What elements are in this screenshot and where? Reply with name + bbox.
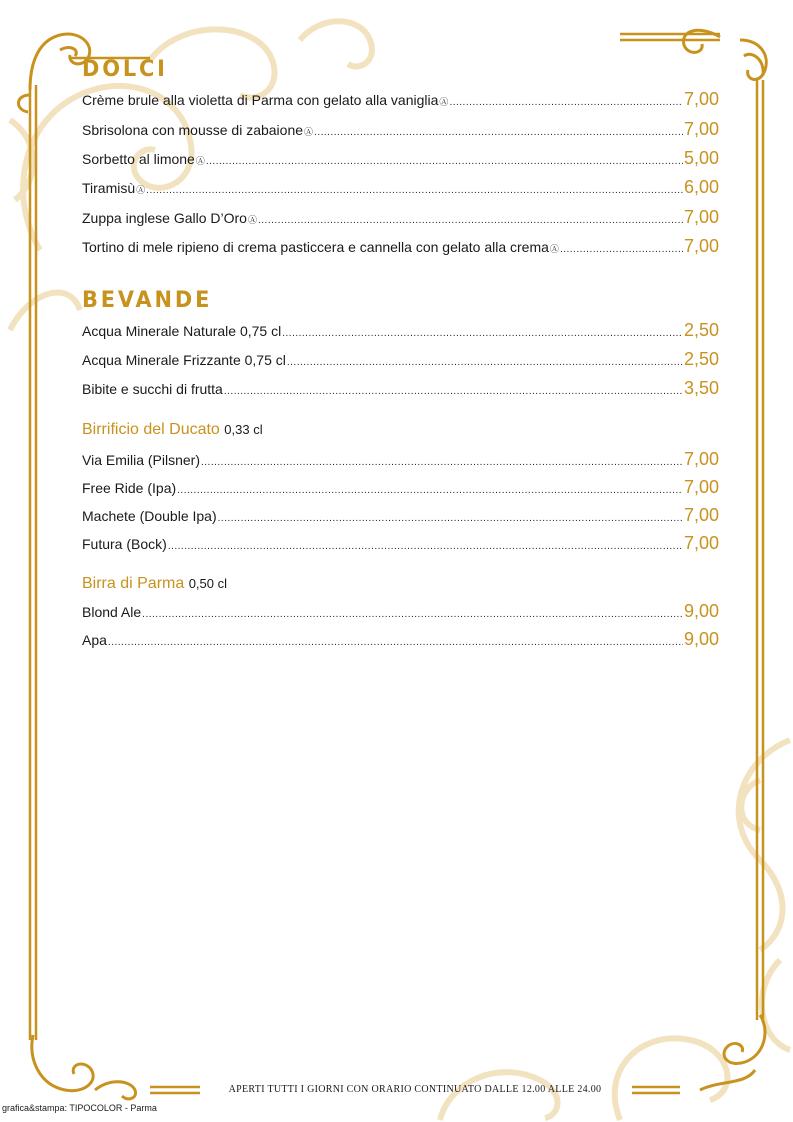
menu-item-price: 5,00 [683, 148, 719, 168]
menu-item-dolci-1 [82, 119, 719, 143]
dot-leader [314, 127, 683, 138]
subsection-name: Birra di Parma [82, 575, 185, 592]
menu-item-dolci-5 [82, 236, 719, 260]
dot-leader [287, 357, 683, 368]
opening-hours: APERTI TUTTI I GIORNI CON ORARIO CONTINUATO DALLE 12.00 ALLE 24.00 [228, 1084, 602, 1095]
menu-item-name: Crème brule alla violetta di Parma con gelato alla vaniglia [82, 92, 439, 108]
menu-item-bevande-2 [82, 378, 719, 402]
menu-item-price: 7,00 [683, 505, 719, 525]
menu-item-price: 7,00 [683, 89, 719, 109]
dot-leader [560, 244, 683, 255]
menu-item-price: 7,00 [683, 207, 719, 227]
menu-item-name: Blond Ale [82, 604, 142, 620]
allergen-a-icon: Ⓐ [439, 97, 449, 107]
menu-item-birrificio-1 [82, 477, 719, 501]
menu-item-name: Via Emilia (Pilsner) [82, 452, 200, 468]
menu-item-price: 7,00 [683, 119, 719, 139]
dot-leader [206, 156, 683, 167]
menu-item-price: 9,00 [683, 629, 719, 649]
menu-item-price: 7,00 [683, 533, 719, 553]
dot-leader [201, 457, 683, 468]
menu-item-name: Tiramisù [82, 180, 136, 196]
print-credit: grafica&stampa: TIPOCOLOR - Parma [2, 1103, 157, 1113]
dot-leader [108, 637, 683, 648]
menu-item-birra-parma-1 [82, 629, 719, 653]
menu-item-price: 7,00 [683, 477, 719, 497]
dot-leader [224, 386, 683, 397]
menu-item-bevande-1 [82, 349, 719, 373]
dot-leader [258, 215, 683, 226]
menu-item-price: 7,00 [683, 236, 719, 256]
menu-item-name: Acqua Minerale Naturale 0,75 cl [82, 323, 282, 339]
menu-item-name: Sorbetto al limone [82, 151, 195, 167]
menu-item-birrificio-0 [82, 449, 719, 473]
dot-leader [177, 485, 683, 496]
allergen-a-icon: Ⓐ [549, 244, 559, 254]
menu-item-dolci-3 [82, 177, 719, 201]
section-title-dolci: DOLCI [82, 57, 168, 82]
allergen-a-icon: Ⓐ [136, 185, 146, 195]
dot-leader [168, 541, 683, 552]
subsection-unit: 0,33 cl [224, 422, 263, 437]
menu-item-price: 7,00 [683, 449, 719, 469]
menu-item-price: 9,00 [683, 601, 719, 621]
menu-item-name: Tortino di mele ripieno di crema pasticcera e cannella con gelato alla crema [82, 239, 549, 255]
menu-item-price: 6,00 [683, 177, 719, 197]
menu-item-birrificio-2 [82, 505, 719, 529]
subsection-name: Birrificio del Ducato [82, 421, 220, 438]
dot-leader [218, 513, 683, 524]
dot-leader [449, 97, 683, 108]
allergen-a-icon: Ⓐ [304, 127, 314, 137]
subsection-unit: 0,50 cl [188, 576, 228, 591]
menu-item-dolci-0 [82, 89, 719, 113]
subsection-title-birra-parma [82, 575, 227, 593]
menu-item-price: 3,50 [683, 378, 719, 398]
subsection-title-birrificio [82, 421, 263, 439]
dot-leader [142, 609, 683, 620]
swirl-watermark-icon [10, 21, 372, 330]
allergen-a-icon: Ⓐ [247, 215, 257, 225]
menu-item-bevande-0 [82, 320, 719, 344]
menu-item-birrificio-3 [82, 533, 719, 557]
dot-leader [146, 185, 683, 196]
menu-item-price: 2,50 [683, 349, 719, 369]
menu-item-name: Sbrisolona con mousse di zabaione [82, 122, 304, 138]
menu-item-dolci-2 [82, 148, 719, 172]
menu-item-name: Zuppa inglese Gallo D’Oro [82, 210, 247, 226]
menu-item-name: Acqua Minerale Frizzante 0,75 cl [82, 352, 286, 368]
menu-item-name: Machete (Double Ipa) [82, 508, 217, 524]
menu-item-dolci-4 [82, 207, 719, 231]
menu-item-name: Apa [82, 632, 107, 648]
dot-leader [282, 328, 683, 339]
section-title-bevande: BEVANDE [82, 288, 213, 313]
menu-item-name: Free Ride (Ipa) [82, 480, 177, 496]
allergen-a-icon: Ⓐ [195, 156, 205, 166]
menu-item-name: Futura (Bock) [82, 536, 167, 552]
menu-item-name: Bibite e succhi di frutta [82, 381, 223, 397]
menu-item-birra-parma-0 [82, 601, 719, 625]
menu-item-price: 2,50 [683, 320, 719, 340]
swirl-watermark-icon [440, 740, 790, 1120]
